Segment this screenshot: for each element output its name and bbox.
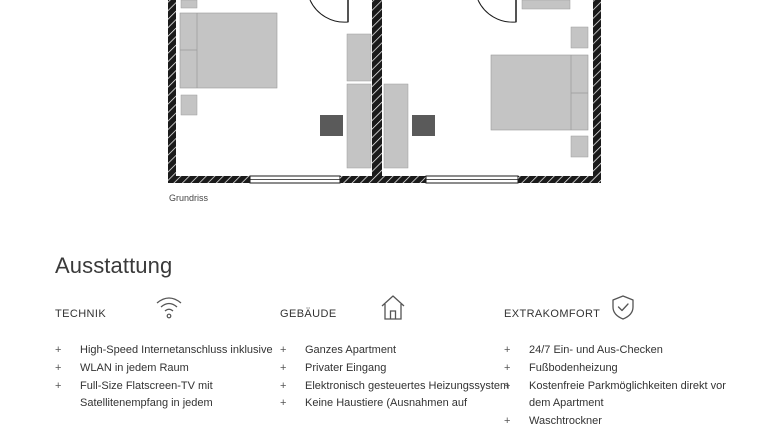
- list-item: + Elektronisch gesteuertes Heizungssystem: [280, 378, 520, 396]
- category-title: GEBÄUDE: [280, 308, 337, 320]
- list-item: + High-Speed Internetanschluss inklusive: [55, 342, 295, 360]
- shield-check-icon: [611, 294, 635, 325]
- wall-right: [593, 0, 601, 183]
- wall-bottom: [168, 176, 250, 183]
- list-item: + WLAN in jedem Raum: [55, 360, 295, 378]
- chair-right: [412, 115, 435, 136]
- category-title: EXTRAKOMFORT: [504, 308, 601, 320]
- door-swing-left: [310, 0, 348, 22]
- nightstand: [181, 95, 197, 115]
- nightstand: [571, 136, 588, 157]
- list-item: + Kostenfreie Parkmöglichkeiten direkt vor dem Apartment: [504, 378, 744, 414]
- section-heading: Ausstattung: [55, 253, 173, 278]
- house-icon: [380, 294, 406, 327]
- list-item: + Privater Eingang: [280, 360, 520, 378]
- amenity-list: [280, 342, 520, 413]
- floor-plan-caption: Grundriss: [169, 193, 209, 203]
- amenity-list: [504, 342, 744, 431]
- nightstand: [571, 27, 588, 48]
- door-swing-right: [478, 0, 516, 22]
- list-item: + Fußbodenheizung: [504, 360, 744, 378]
- floor-plan-drawing: [0, 0, 768, 205]
- bed-left: [180, 13, 277, 88]
- bed-right: [491, 55, 588, 130]
- desk-left: [347, 84, 371, 168]
- shelf-right: [522, 0, 570, 9]
- wall-bottom: [518, 176, 601, 183]
- list-item: + Waschtrockner: [504, 413, 744, 431]
- nightstand: [181, 0, 197, 8]
- wardrobe-left: [347, 34, 371, 81]
- list-item: + Full-Size Flatscreen-TV mit Satellitenempfang in jedem: [55, 378, 295, 414]
- wall-middle: [372, 0, 382, 183]
- list-item: + 24/7 Ein- und Aus-Checken: [504, 342, 744, 360]
- list-item: + Keine Haustiere (Ausnahmen auf: [280, 395, 520, 413]
- category-title: TECHNIK: [55, 308, 107, 320]
- wall-bottom: [340, 176, 426, 183]
- wall-left: [168, 0, 176, 183]
- wifi-icon: [155, 294, 183, 325]
- amenity-list: [55, 342, 295, 413]
- list-item: + Ganzes Apartment: [280, 342, 520, 360]
- floor-plan: [0, 0, 768, 205]
- chair-left: [320, 115, 343, 136]
- desk-right: [384, 84, 408, 168]
